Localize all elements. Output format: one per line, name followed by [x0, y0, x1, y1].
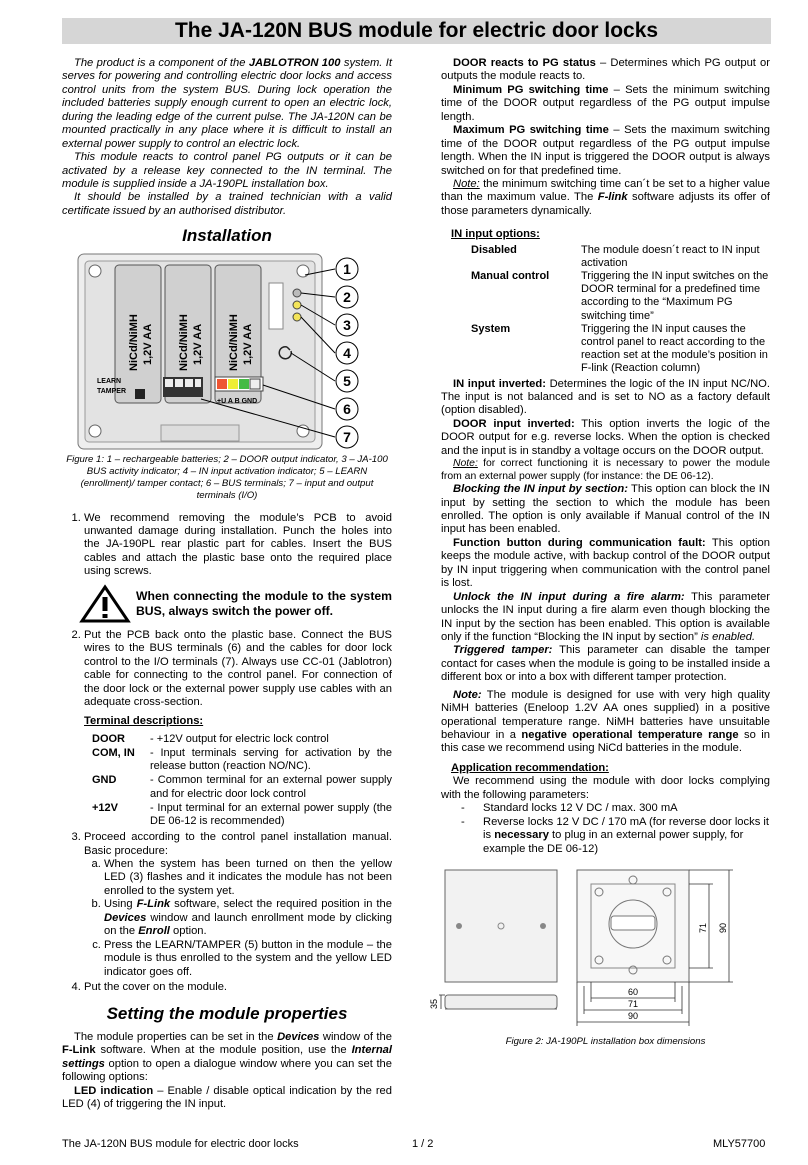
step-item: 1. We recommend removing the module’s PCB to avoid unwanted damage during installation. Punch the holes into the JA-190PL rear plastic part for cables. Insert the BUS cables and attach the plastic base onto the required place using screws. When connecting the module to the system BUS, always switch the power off. — [84, 512, 392, 623]
step-item: 4. Put the cover on the module. — [84, 981, 392, 994]
figure2-caption: Figure 2: JA-190PL installation box dimensions — [505, 1035, 706, 1047]
dim-label: 90 — [718, 922, 728, 933]
callout-number: 5 — [343, 372, 351, 389]
installation-steps — [62, 512, 392, 995]
min-pg-time: Minimum PG switching time – Sets the minimum switching time of the DOOR output regardless of the PG output impulse length. — [441, 83, 770, 123]
terminal-row: COM, IN - Input terminals serving for activation by the release button (reaction NO/NC). — [92, 747, 392, 773]
warning-icon — [80, 585, 130, 623]
warning-text: When connecting the module to the system BUS, always switch the power off. — [136, 588, 392, 618]
unlock-fire: Unlock the IN input during a fire alarm: This parameter unlocks the IN input during a fire alarm even though blocking the IN input by the section has been enabled. This option is available only if the function “Blocking the IN input by section” is enabled. — [441, 590, 770, 643]
callout-number: 2 — [343, 288, 351, 305]
blocking-in: Blocking the IN input by section: This option can block the IN input by setting the section to which the module has been enrolled. The option is only available if Manual control of the IN input has been enabled. — [441, 483, 770, 536]
box-base-view — [577, 870, 689, 982]
footer-page-number: 1 / 2 — [412, 1138, 434, 1150]
properties-intro: The module properties can be set in the Devices window of the F-Link software. When at the module position, use the Internal settings option to open a dialogue window where you can set the following options: — [62, 1030, 392, 1084]
installation-heading: Installation — [182, 226, 272, 246]
led-indication: LED indication – Enable / disable optical indication by the red LED (4) of triggering the IN input. — [62, 1084, 392, 1110]
door-inverted: DOOR input inverted: This option inverts the logic of the DOOR output for e.g. reverse locks. When the option is checked and the input is in standby a voltage occurs on the DOOR output. — [441, 417, 770, 457]
footer-left: The JA-120N BUS module for electric door locks — [62, 1138, 299, 1150]
intro-paragraph: This module reacts to control panel PG outputs or it can be activated by a release key connected to the IN terminal. The module is supplied inside a JA-190PL installation box. — [62, 151, 392, 190]
in-option-row: System Triggering the IN input causes the control panel to react according to the reaction set at the module’s position in F-link (Reaction column) — [471, 322, 768, 375]
callout-number: 4 — [343, 344, 351, 361]
sub-step: c. Press the LEARN/TAMPER (5) button in the module – the module is thus enrolled to the system and the yellow LED indicator goes off. — [104, 939, 392, 979]
list-item: - Reverse locks 12 V DC / 170 mA (for reverse door locks it is necessary to plug in an external power supply, for example the DE 06-12) — [461, 816, 770, 856]
max-pg-time: Maximum PG switching time – Sets the maximum switching time of the DOOR output regardless of the PG output impulse length. When the IN input is triggered the DOOR output is always switched on for that predefined time. — [441, 124, 770, 177]
terminal-table — [92, 733, 392, 829]
in-led — [293, 313, 301, 321]
sub-step: b. Using F-Link software, select the required position in the Devices window and launch enrollment mode by clicking on the Enroll option. — [104, 898, 392, 938]
pcb-clip — [161, 425, 239, 441]
callouts — [336, 258, 358, 448]
screw-hole — [297, 265, 309, 277]
dim-label: 71 — [698, 922, 708, 933]
battery-label: NiCd/NiMH — [128, 313, 140, 371]
door-reacts: DOOR reacts to PG status – Determines which PG output or outputs the module reacts to. — [441, 57, 770, 83]
bus-led — [293, 301, 301, 309]
cover-screw — [540, 923, 546, 929]
pcb-label-sticker — [269, 283, 283, 329]
step-item: 2. Put the PCB back onto the plastic base. Connect the BUS wires to the BUS terminals (6) and the cables for door lock control to the I/O terminals (7). Always use CC-01 (Jablotron) cable for connecting to the control panel. For connection of the door lock or the external power supply use cables with an adequate cross-section. Terminal descriptions: DOOR - +12V output for electric lock control COM, IN - Input terminals serving for activation by the release button (reaction NO/NC). GND - Common terminal for an external power supply and for electric door lock control +12V - Input terminal for an external power supply (the DE 06-12 is recommended) — [84, 629, 392, 829]
terminal-label: +U A B GND — [217, 397, 258, 405]
box-side-view — [445, 995, 557, 1009]
cover-screw — [456, 923, 462, 929]
sub-step: a. When the system has been turned on then the yellow LED (3) flashes and it indicates the module has not been enrolled to the system yet. — [104, 858, 392, 898]
intro-paragraph: The product is a component of the JABLOTRON 100 system. It serves for powering and controlling electric door locks and access control units from the system BUS. During lock operation the included batteries supply enough current to open an electric lock, during the leading edge of the current pulse. The JA-120N can be mounted practically in any place where it is difficult to install an external power supply to control an electric lock. — [62, 57, 393, 150]
in-options-table — [471, 244, 770, 376]
intro-paragraph: It should be installed by a trained technician with a valid certificate issued by an authorised distributor. — [62, 191, 392, 217]
note-power: Note: for correct functioning it is necessary to power the module from an external power supply (for instance: the DE 06-12). — [441, 458, 770, 482]
in-option-row: Disabled The module doesn´t react to IN input activation — [471, 243, 760, 269]
function-button: Function button during communication fault: This option keeps the module active, with backup control of the DOOR output by IN input triggering when communication with the control panel is lost. — [441, 536, 770, 590]
battery-label: 1,2V AA — [142, 323, 154, 365]
screw-hole — [89, 425, 101, 437]
app-heading: Application recommendation: — [451, 761, 609, 774]
terminal-row: DOOR - +12V output for electric lock control — [92, 732, 329, 745]
dim-label: 35 — [429, 998, 439, 1009]
module-illustration — [77, 253, 377, 450]
learn-tamper-button — [135, 389, 145, 399]
intro — [62, 57, 392, 218]
step-item: 3. Proceed according to the control panel installation manual. Basic procedure: a. When the system has been turned on then the yellow LED (3) flashes and it indicates the module has not been enrolled to the system yet. b. Using F-Link software, select the required position in the Devices window and launch enrollment mode by clicking on the Enroll option. c. Press the LEARN/TAMPER (5) button in the module – the module is thus enrolled to the system and the yellow LED indicator goes off. — [84, 831, 392, 979]
box-dimensions-figure — [429, 866, 770, 1036]
tamper-label: TAMPER — [97, 387, 127, 395]
properties-heading: Setting the module properties — [106, 1004, 348, 1024]
dim-label: 71 — [627, 998, 639, 1009]
terminal-row: GND - Common terminal for an external power supply and for electric door lock control — [92, 774, 392, 800]
bus-terminal-block — [215, 377, 263, 391]
right-column — [429, 57, 771, 1048]
module-figure — [77, 253, 377, 450]
page-title: The JA-120N BUS module for electric door locks — [62, 18, 771, 44]
door-led — [293, 289, 301, 297]
in-inverted: IN input inverted: Determines the logic of the IN input NC/NO. The input is not balanced and is set to NO as a factory default (option disabled). — [441, 377, 770, 417]
in-option-row: Manual control Triggering the IN input switches on the DOOR terminal for a predefined time according to the “Maximum PG switching time” — [471, 270, 769, 322]
callout-number: 3 — [343, 316, 351, 333]
screw-hole — [89, 265, 101, 277]
dim-label: 60 — [627, 986, 639, 997]
sub-steps — [84, 858, 392, 979]
callout-number: 7 — [343, 428, 351, 445]
footer-doc-code: MLY57700 — [713, 1138, 766, 1150]
terminal-heading: Terminal descriptions: — [84, 715, 204, 728]
battery-label: 1,2V AA — [242, 323, 254, 365]
learn-label: LEARN — [97, 377, 122, 385]
battery-label: 1,2V AA — [192, 323, 204, 365]
battery-label: NiCd/NiMH — [228, 313, 240, 371]
left-column — [62, 57, 392, 1111]
list-item: - Standard locks 12 V DC / max. 300 mA — [461, 802, 770, 815]
terminal-row: +12V - Input terminal for an external power supply (the DE 06-12 is recommended) — [92, 801, 392, 827]
note-switching: Note: the minimum switching time can´t be set to a higher value than the maximum value. The F-link software adjusts its offer of those parameters dynamically. — [441, 177, 770, 217]
note-batteries: Note: The module is designed for use with very high quality NiMH batteries (Eneloop 1.2V AA ones supplied) in a positive operational temperature range. NiMH batteries have unsuitable behaviour in a negative operational temperature range so in this case we recommend using NiCd batteries in the module. — [441, 688, 770, 755]
callout-number: 1 — [343, 260, 351, 277]
triggered-tamper: Triggered tamper: This parameter can disable the tamper contact for cases when the module is going to be installed inside a different box or into a box with different tamper protection. — [441, 644, 771, 684]
box-dimensions-drawing — [429, 866, 770, 1036]
battery-label: NiCd/NiMH — [178, 313, 190, 371]
warning-box — [80, 585, 392, 623]
app-text: We recommend using the module with door locks complying with the following parameters: — [441, 775, 770, 801]
app-list — [441, 802, 770, 856]
figure1-caption: Figure 1: 1 – rechargeable batteries; 2 – DOOR output indicator, 3 – JA-100 BUS activity indicator; 4 – IN input activation indicator; 5 – LEARN (enrollment)/ tamper contact; 6 – BUS terminals; 7 – input and output terminals (I/O) — [66, 453, 388, 501]
callout-number: 6 — [343, 400, 351, 417]
in-options-heading: IN input options: — [451, 228, 540, 241]
dim-label: 90 — [627, 1010, 639, 1021]
io-terminal-block — [163, 377, 203, 397]
